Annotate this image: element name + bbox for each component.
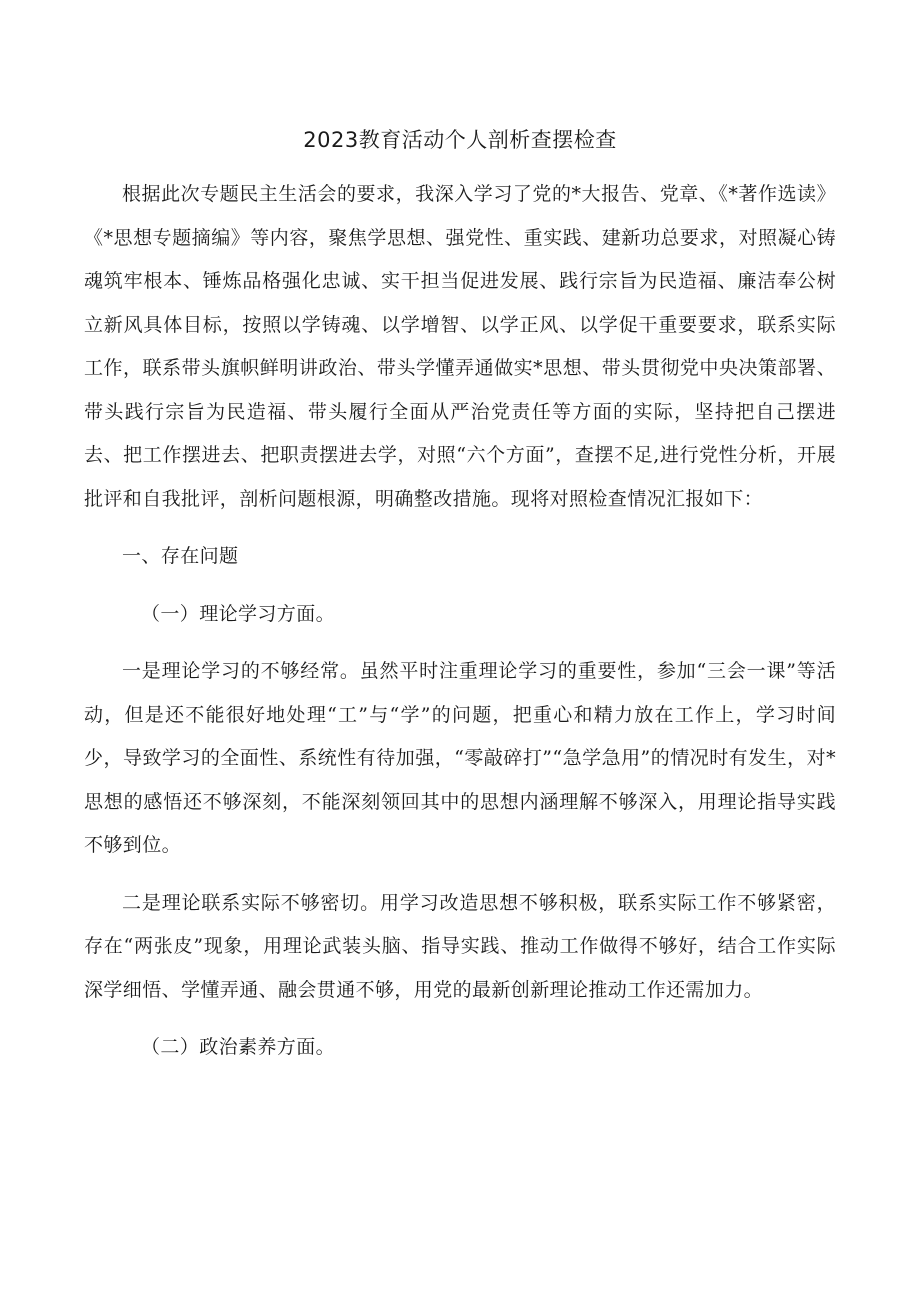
paragraph-theory-practice-link: 二是理论联系实际不够密切。用学习改造思想不够积极，联系实际工作不够紧密，存在“两张皮”现象，用理论武装头脑、指导实践、推动工作做得不够好，结合工作实际深学细悟、学懂弄通、融会贯通不够，用党的最新创新理论推动工作还需加力。 — [84, 891, 836, 1001]
paragraph-theory-study-frequency: 一是理论学习的不够经常。虽然平时注重理论学习的重要性，参加“三会一课”等活动，但是还不能很好地处理“工”与“学”的问题，把重心和精力放在工作上，学习时间少，导致学习的全面性、系统性有待加强，“零敲碎打”“急学急用”的情况时有发生，对*思想的感悟还不够深刻，不能深刻领回其中的思想内涵理解不够深入，用理论指导实践不够到位。 — [84, 660, 836, 856]
subsection-heading-political-literacy: （二）政治素养方面。 — [141, 1036, 336, 1058]
document-title: 2023教育活动个人剖析查摆检查 — [303, 128, 617, 152]
section-heading-problems: 一、存在问题 — [122, 545, 239, 567]
intro-paragraph: 根据此次专题民主生活会的要求，我深入学习了党的*大报告、党章、《*著作选读》《*思想专题摘编》等内容，聚焦学思想、强党性、重实践、建新功总要求，对照凝心铸魂筑牢根本、锤炼品格强化忠诚、实干担当促进发展、践行宗旨为民造福、廉洁奉公树立新风具体目标，按照以学铸魂、以学增智、以学正风、以学促干重要要求，联系实际工作，联系带头旗帜鲜明讲政治、带头学懂弄通做实*思想、带头贯彻党中央决策部署、带头践行宗旨为民造福、带头履行全面从严治党责任等方面的实际，坚持把自己摆进去、把工作摆进去、把职责摆进去学，对照“六个方面”，查摆不足,进行党性分析，开展批评和自我批评，剖析问题根源，明确整改措施。现将对照检查情况汇报如下： — [84, 183, 836, 510]
document-body — [84, 173, 836, 1070]
subsection-heading-theory-study: （一）理论学习方面。 — [141, 602, 336, 625]
